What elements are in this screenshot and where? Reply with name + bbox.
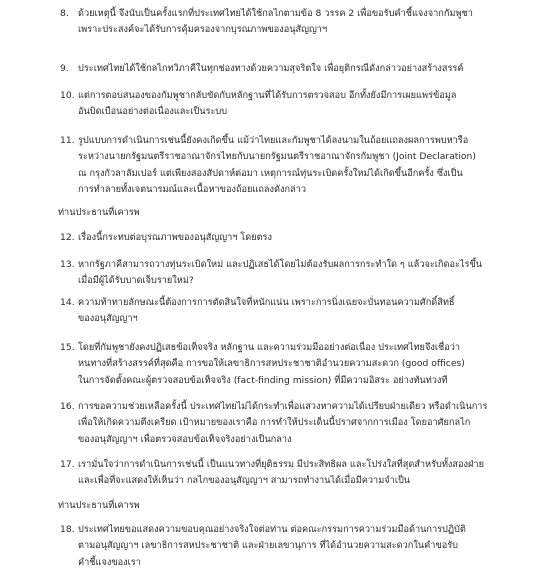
item-number: 17. [60, 459, 75, 470]
item-number: 8. [60, 8, 69, 19]
item-line: หนทางที่สร้างสรรค์ที่สุดคือ การขอให้เลขาธิการสหประชาชาติอำนวยความสะดวก (good offices) [78, 358, 465, 370]
list-item [60, 133, 518, 199]
item-line: เมื่อมีผู้ได้รับบาดเจ็บรายใหม่? [78, 275, 194, 287]
list-item [60, 61, 518, 77]
item-number: 12. [60, 232, 75, 243]
item-line: ของอนุสัญญาฯ [78, 313, 138, 325]
item-line: เรื่องนี้กระทบต่อบุรณภาพของอนุสัญญาฯ โดยตรง [78, 232, 272, 243]
item-line: ประเทศไทยได้ใช้กลไกทวิภาคีในทุกช่องทางด้วยความสุจริตใจ เพื่อยุติกรณีดังกล่าวอย่างสร้างสรรค์ [78, 63, 464, 74]
item-line: เพื่อให้เกิดความตึงเครียด เป้าหมายของเราคือ การทำให้ประเด็นนี้ปราศจากการเมือง โดยอาศัยกลไก [78, 417, 471, 429]
item-line: ตามอนุสัญญาฯ เลขาธิการสหประชาชาติ และฝ่ายเลขานุการ ที่ได้อำนวยความสะดวกในคำขอรับ [78, 540, 459, 552]
list-item [60, 399, 518, 448]
item-line: การขอความช่วยเหลือครั้งนี้ ประเทศไทยไม่ได้กระทำเพื่อแสวงหาความได้เปรียบฝ่ายเดียว หรือดำเนินการ [78, 401, 488, 412]
list-item [60, 88, 518, 121]
item-line: แต่การตอบสนองของกัมพูชากลับขัดกับหลักฐานที่ได้รับการตรวจสอบ อีกทั้งยังมีการเผยแพร่ข้อมูล [78, 90, 457, 101]
item-number: 14. [60, 297, 75, 308]
item-line: โดยที่กัมพูชายังคงปฏิเสธข้อเท็จจริง หลักฐาน และความร่วมมืออย่างต่อเนื่อง ประเทศไทยจึงเชื่อว่า [78, 342, 461, 353]
item-number: 15. [60, 342, 75, 353]
list-item [60, 230, 518, 246]
item-line: ในการจัดตั้งคณะผู้ตรวจสอบข้อเท็จจริง (fact-finding mission) ที่มีความอิสระ อย่างทันท่วงที [78, 374, 448, 386]
item-line: ความท้าทายลักษณะนี้ต้องการการตัดสินใจที่หนักแน่น เพราะการนิ่งเฉยจะบั่นทอนความศักดิ์สิทธิ์ [78, 297, 455, 308]
list-item [60, 257, 518, 290]
item-line: เรามั่นใจว่าการดำเนินการเช่นนี้ เป็นแนวทางที่ยุติธรรม มีประสิทธิผล และโปร่งใสที่สุดสำหรับทั้งสองฝ่าย [78, 459, 484, 470]
item-line: ณ กรุงกัวลาลัมเปอร์ แต่เพียงสองสัปดาห์ต่อมา เหตุการณ์ทุ่นระเบิดครั้งใหม่ได้เกิดขึ้นอีกครั้ง ซึ่งเป็น [78, 167, 463, 179]
item-line: คำชี้แจงของเรา [78, 556, 141, 568]
section-heading: ท่านประธานที่เคารพ [58, 500, 140, 511]
item-line: ของอนุสัญญาฯ เพื่อตรวจสอบข้อเท็จจริงอย่างเป็นกลาง [78, 433, 292, 445]
section-heading: ท่านประธานที่เคารพ [58, 207, 140, 218]
item-number: 11. [60, 135, 75, 146]
item-line: ประเทศไทยขอแสดงความขอบคุณอย่างจริงใจต่อท่าน ต่อคณะกรรมการความร่วมมือด้านการปฏิบัติ [78, 524, 466, 535]
item-line: อันบิดเบือนอย่างต่อเนื่องและเป็นระบบ [78, 106, 228, 118]
item-number: 10. [60, 90, 75, 101]
item-line: รูปแบบการดำเนินการเช่นนี้ยังคงเกิดขึ้น แม้ว่าไทยและกัมพูชาได้ลงนามในถ้อยแถลงผลการพบหารือ [78, 135, 469, 146]
list-item [60, 340, 518, 389]
item-line: ระหว่างนายกรัฐมนตรีราชอาณาจักรไทยกับนายกรัฐมนตรีราชอาณาจักรกัมพูชา (Joint Declaration) [78, 151, 476, 163]
item-line: ด้วยเหตุนี้ จึงนับเป็นครั้งแรกที่ประเทศไทยได้ใช้กลไกตามข้อ 8 วรรค 2 เพื่อขอรับคำชี้แจงจากกัมพูชา [78, 8, 473, 19]
item-number: 16. [60, 401, 75, 412]
list-item [60, 295, 518, 328]
item-line: หากรัฐภาคีสามารถวางทุ่นระเบิดใหม่ และปฏิเสธได้โดยไม่ต้องรับผลการกระทำใด ๆ แล้วจะเกิดอะไรขึ้น [78, 259, 483, 270]
list-item [60, 457, 518, 490]
item-number: 18. [60, 524, 75, 535]
item-number: 13. [60, 259, 75, 270]
item-line: การทำลายทั้งเจตนารมณ์และเนื้อหาของถ้อยแถลงดังกล่าว [78, 184, 306, 196]
item-line: เพราะประสงค์จะได้รับการคุ้มครองจากบุรณภาพของอนุสัญญาฯ [78, 24, 328, 36]
list-item [60, 522, 518, 571]
item-line: และเพื่อที่จะแสดงให้เห็นว่า กลไกของอนุสัญญาฯ สามารถทำงานได้เมื่อมีความจำเป็น [78, 475, 411, 487]
list-item [60, 6, 518, 39]
item-number: 9. [60, 63, 69, 74]
